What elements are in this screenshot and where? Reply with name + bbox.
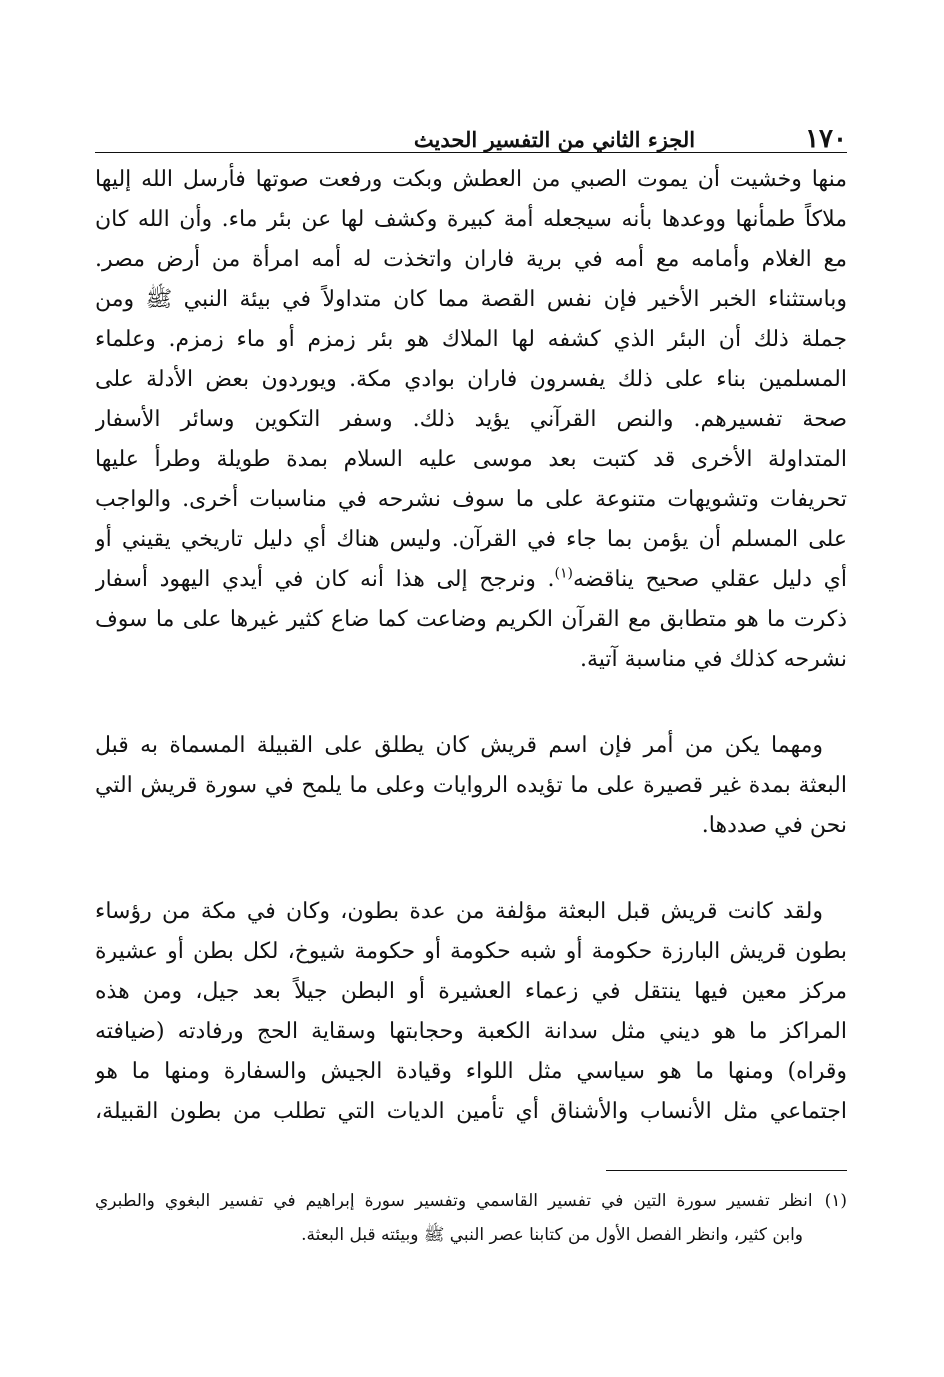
paragraph-gap <box>95 846 847 892</box>
text-line: وقراه) ومنها ما هو سياسي مثل اللواء وقيادة الجيش والسفارة ومنها ما هو <box>95 1059 847 1084</box>
text-line: المتداولة الأخرى قد كتبت بعد موسى عليه السلام بمدة طويلة وطرأ عليها <box>95 447 847 472</box>
running-title: الجزء الثاني من التفسير الحديث <box>413 127 696 152</box>
text-line: البعثة بمدة غير قصيرة على ما تؤيده الروايات وعلى ما يلمح في سورة قريش التي <box>95 773 847 798</box>
text-line: المراكز ما هو ديني مثل سدانة الكعبة وحجابتها وسقاية الحج ورفادته (ضيافته <box>95 1019 847 1044</box>
text-line: وباستثناء الخبر الأخير فإن نفس القصة مما كان متداولاً في بيئة النبي ﷺ ومن <box>95 287 847 312</box>
text-line: جملة ذلك أن البئر الذي كشفه لها الملاك هو بئر زمزم أو ماء زمزم. وعلماء <box>95 327 847 352</box>
footnote-reference: (١) <box>554 565 573 582</box>
text-line: ومهما يكن من أمر فإن اسم قريش كان يطلق على القبيلة المسماة به قبل <box>95 733 823 758</box>
header-divider <box>95 152 847 153</box>
text-segment: أي دليل عقلي صحيح يناقضه <box>573 567 847 592</box>
footnote-text: انظر تفسير سورة التين في تفسير القاسمي وتفسير سورة إبراهيم في تفسير البغوي والطبري <box>95 1191 813 1211</box>
text-line: صحة تفسيرهم. والنص القرآني يؤيد ذلك. وسفر التكوين وسائر الأسفار <box>95 407 847 432</box>
text-segment: . ونرجح إلى هذا أنه كان في أيدي اليهود أسفار <box>95 567 555 592</box>
footnote-line: وابن كثير، وانظر الفصل الأول من كتابنا عصر النبي ﷺ وبيئته قبل البعثة. <box>301 1225 803 1245</box>
text-line: بطون قريش البارزة حكومة أو شبه حكومة أو حكومة شيوخ، لكل بطن أو عشيرة <box>95 939 847 964</box>
text-line: نحن في صددها. <box>701 813 847 838</box>
body-text <box>95 160 847 1132</box>
footnote-line <box>95 1184 847 1218</box>
text-line: مركز معين فيها ينتقل في زعماء العشيرة أو البطن جيلاً بعد جيل، ومن هذه <box>95 979 847 1004</box>
text-line: اجتماعي مثل الأنساب والأشناق أي تأمين الديات التي تطلب من بطون القبيلة، <box>95 1099 847 1124</box>
text-line: تحريفات وتشويهات متنوعة على ما سوف نشرحه في مناسبات أخرى. والواجب <box>95 487 847 512</box>
paragraph-gap <box>95 680 847 726</box>
footnote-divider <box>606 1170 847 1171</box>
footnote-marker: (١) <box>824 1191 847 1211</box>
text-line: ولقد كانت قريش قبل البعثة مؤلفة من عدة بطون، وكان في مكة من رؤساء <box>95 899 823 924</box>
text-line: على المسلم أن يؤمن بما جاء في القرآن. وليس هناك أي دليل تاريخي يقيني أو <box>95 527 847 552</box>
text-line: ملاكاً طمأنها ووعدها بأنه سيجعله أمة كبيرة وكشف لها عن بئر ماء. وأن الله كان <box>95 207 847 232</box>
page-number: ١٧٠ <box>805 124 847 154</box>
text-line-with-footnote-ref <box>95 560 847 600</box>
text-line: نشرحه كذلك في مناسبة آتية. <box>579 647 847 672</box>
footnotes <box>95 1184 847 1252</box>
text-line: المسلمين بناء على ذلك يفسرون فاران بوادي مكة. ويوردون بعض الأدلة على <box>95 367 847 392</box>
text-line: مع الغلام وأمامه مع أمه في برية فاران واتخذت له أمه امرأة من أرض مصر. <box>95 247 847 272</box>
text-line: ذكرت ما هو متطابق مع القرآن الكريم وضاعت كما ضاع كثير غيرها على ما سوف <box>95 607 847 632</box>
text-line: منها وخشيت أن يموت الصبي من العطش وبكت ورفعت صوتها فأرسل الله إليها <box>95 167 847 192</box>
running-header <box>95 112 847 152</box>
